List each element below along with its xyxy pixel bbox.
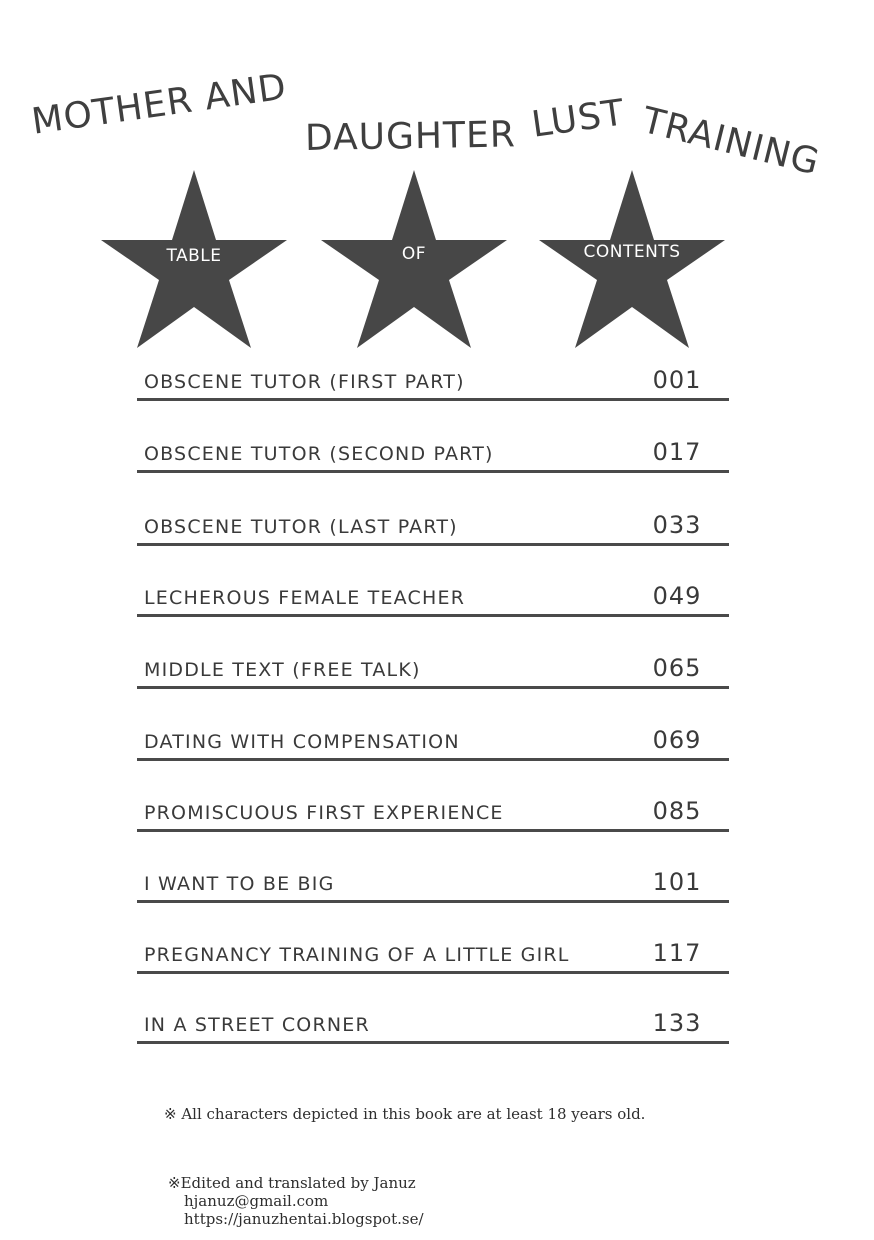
toc-chapter-title: OBSCENE TUTOR (SECOND PART): [144, 443, 494, 465]
toc-row: [137, 646, 729, 689]
title-word-2: DAUGHTER: [304, 114, 517, 159]
toc-page-number: 065: [652, 654, 702, 682]
toc-page-number: 017: [652, 438, 702, 466]
toc-page-number: 117: [652, 939, 702, 967]
toc-chapter-title: PROMISCUOUS FIRST EXPERIENCE: [144, 802, 504, 824]
star-table: [101, 170, 287, 350]
toc-page-number: 069: [652, 726, 702, 754]
toc-page-number: 001: [652, 366, 702, 394]
credits-url: https://januzhentai.blogspot.se/: [184, 1210, 424, 1228]
toc-row: [137, 789, 729, 832]
toc-page-number: 033: [652, 511, 702, 539]
toc-chapter-title: DATING WITH COMPENSATION: [144, 731, 460, 753]
toc-page-number: 101: [652, 868, 702, 896]
title-word-1: MOTHER AND: [29, 66, 290, 143]
title-word-3: LUST: [529, 92, 628, 146]
toc-row: [137, 574, 729, 617]
credits-editor: ※Edited and translated by Januz: [168, 1174, 416, 1192]
title-word-4: TRAINING: [638, 100, 824, 184]
toc-row: [137, 358, 729, 401]
toc-row: [137, 430, 729, 473]
toc-chapter-title: LECHEROUS FEMALE TEACHER: [144, 587, 466, 609]
toc-row: [137, 1001, 729, 1044]
star-label-table: TABLE: [166, 246, 222, 266]
toc-chapter-title: MIDDLE TEXT (FREE TALK): [144, 659, 421, 681]
toc-chapter-title: OBSCENE TUTOR (FIRST PART): [144, 371, 465, 393]
toc-chapter-title: OBSCENE TUTOR (LAST PART): [144, 516, 458, 538]
credits-email: hjanuz@gmail.com: [184, 1192, 329, 1210]
translator-credits: [168, 1174, 424, 1228]
toc-page-number: 133: [652, 1009, 702, 1037]
age-disclaimer: ※ All characters depicted in this book are at least 18 years old.: [164, 1105, 646, 1123]
star-of: [321, 170, 507, 350]
star-label-contents: CONTENTS: [583, 242, 681, 262]
toc-page-number: 049: [652, 582, 702, 610]
toc-row: [137, 503, 729, 546]
toc-row: [137, 718, 729, 761]
toc-chapter-title: PREGNANCY TRAINING OF A LITTLE GIRL: [144, 944, 570, 966]
toc-row: [137, 931, 729, 974]
toc-row: [137, 860, 729, 903]
toc-chapter-title: IN A STREET CORNER: [144, 1014, 370, 1036]
star-contents: [539, 170, 725, 350]
toc-chapter-title: I WANT TO BE BIG: [144, 873, 335, 895]
star-label-of: OF: [401, 244, 427, 264]
toc-page-number: 085: [652, 797, 702, 825]
